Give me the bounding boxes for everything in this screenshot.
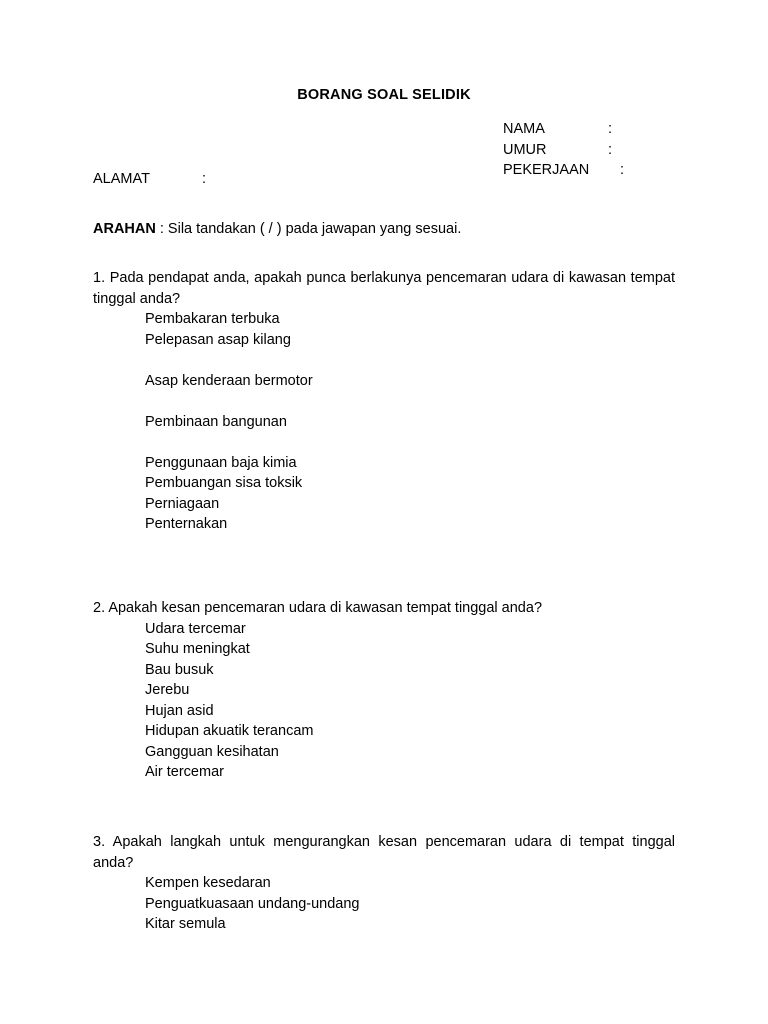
question-text-3: 3. Apakah langkah untuk mengurangkan kesan pencemaran udara di tempat tinggal anda? bbox=[93, 834, 675, 871]
question-block-3 bbox=[93, 832, 675, 935]
option-item[interactable]: Penternakan bbox=[145, 516, 228, 532]
identity-field-group bbox=[503, 119, 624, 181]
address-separator: : bbox=[202, 171, 207, 187]
option-item[interactable]: Kitar semula bbox=[145, 916, 226, 932]
identity-separator-nama: : bbox=[608, 121, 613, 137]
question-block-1 bbox=[93, 268, 675, 535]
option-list-3 bbox=[93, 873, 675, 935]
identity-separator-umur: : bbox=[608, 141, 613, 158]
instruction-line bbox=[93, 219, 461, 240]
option-list-1 bbox=[93, 309, 675, 535]
option-item[interactable]: Penggunaan baja kimia bbox=[145, 454, 297, 471]
identity-label-nama: NAMA bbox=[503, 121, 545, 137]
option-item[interactable]: Bau busuk bbox=[145, 661, 214, 678]
option-item[interactable]: Suhu meningkat bbox=[145, 641, 250, 657]
option-item[interactable]: Penguatkuasaan undang-undang bbox=[145, 895, 360, 912]
option-item[interactable]: Kempen kesedaran bbox=[145, 875, 271, 891]
option-item[interactable]: Pelepasan asap kilang bbox=[145, 331, 291, 348]
option-item[interactable]: Pembinaan bangunan bbox=[145, 413, 287, 430]
address-label: ALAMAT bbox=[93, 171, 150, 187]
instruction-text: : Sila tandakan ( / ) pada jawapan yang sesuai. bbox=[155, 221, 462, 237]
option-item[interactable]: Jerebu bbox=[145, 682, 190, 698]
question-text-1: 1. Pada pendapat anda, apakah punca berlakunya pencemaran udara di kawasan tempat tinggal anda? bbox=[93, 270, 675, 307]
option-item[interactable]: Asap kenderaan bermotor bbox=[145, 372, 313, 389]
option-item[interactable]: Udara tercemar bbox=[145, 620, 246, 637]
option-item[interactable]: Perniagaan bbox=[145, 495, 220, 512]
identity-field-pekerjaan bbox=[503, 160, 624, 181]
identity-field-nama bbox=[503, 119, 624, 140]
option-list-2 bbox=[93, 619, 675, 783]
question-block-2 bbox=[93, 598, 675, 783]
instruction-label: ARAHAN bbox=[93, 221, 156, 237]
option-item[interactable]: Hidupan akuatik terancam bbox=[145, 723, 314, 739]
option-item[interactable]: Pembakaran terbuka bbox=[145, 311, 280, 327]
identity-field-umur bbox=[503, 140, 624, 161]
option-item[interactable]: Gangguan kesihatan bbox=[145, 743, 279, 760]
address-field bbox=[93, 169, 206, 190]
identity-label-pekerjaan: PEKERJAAN bbox=[503, 162, 590, 178]
option-item[interactable]: Air tercemar bbox=[145, 764, 224, 780]
option-item[interactable]: Pembuangan sisa toksik bbox=[145, 475, 303, 491]
question-text-2: 2. Apakah kesan pencemaran udara di kawasan tempat tinggal anda? bbox=[93, 600, 543, 616]
identity-label-umur: UMUR bbox=[503, 141, 547, 158]
identity-separator-pekerjaan: : bbox=[620, 162, 625, 178]
page-title: BORANG SOAL SELIDIK bbox=[297, 87, 471, 103]
option-item[interactable]: Hujan asid bbox=[145, 702, 214, 719]
